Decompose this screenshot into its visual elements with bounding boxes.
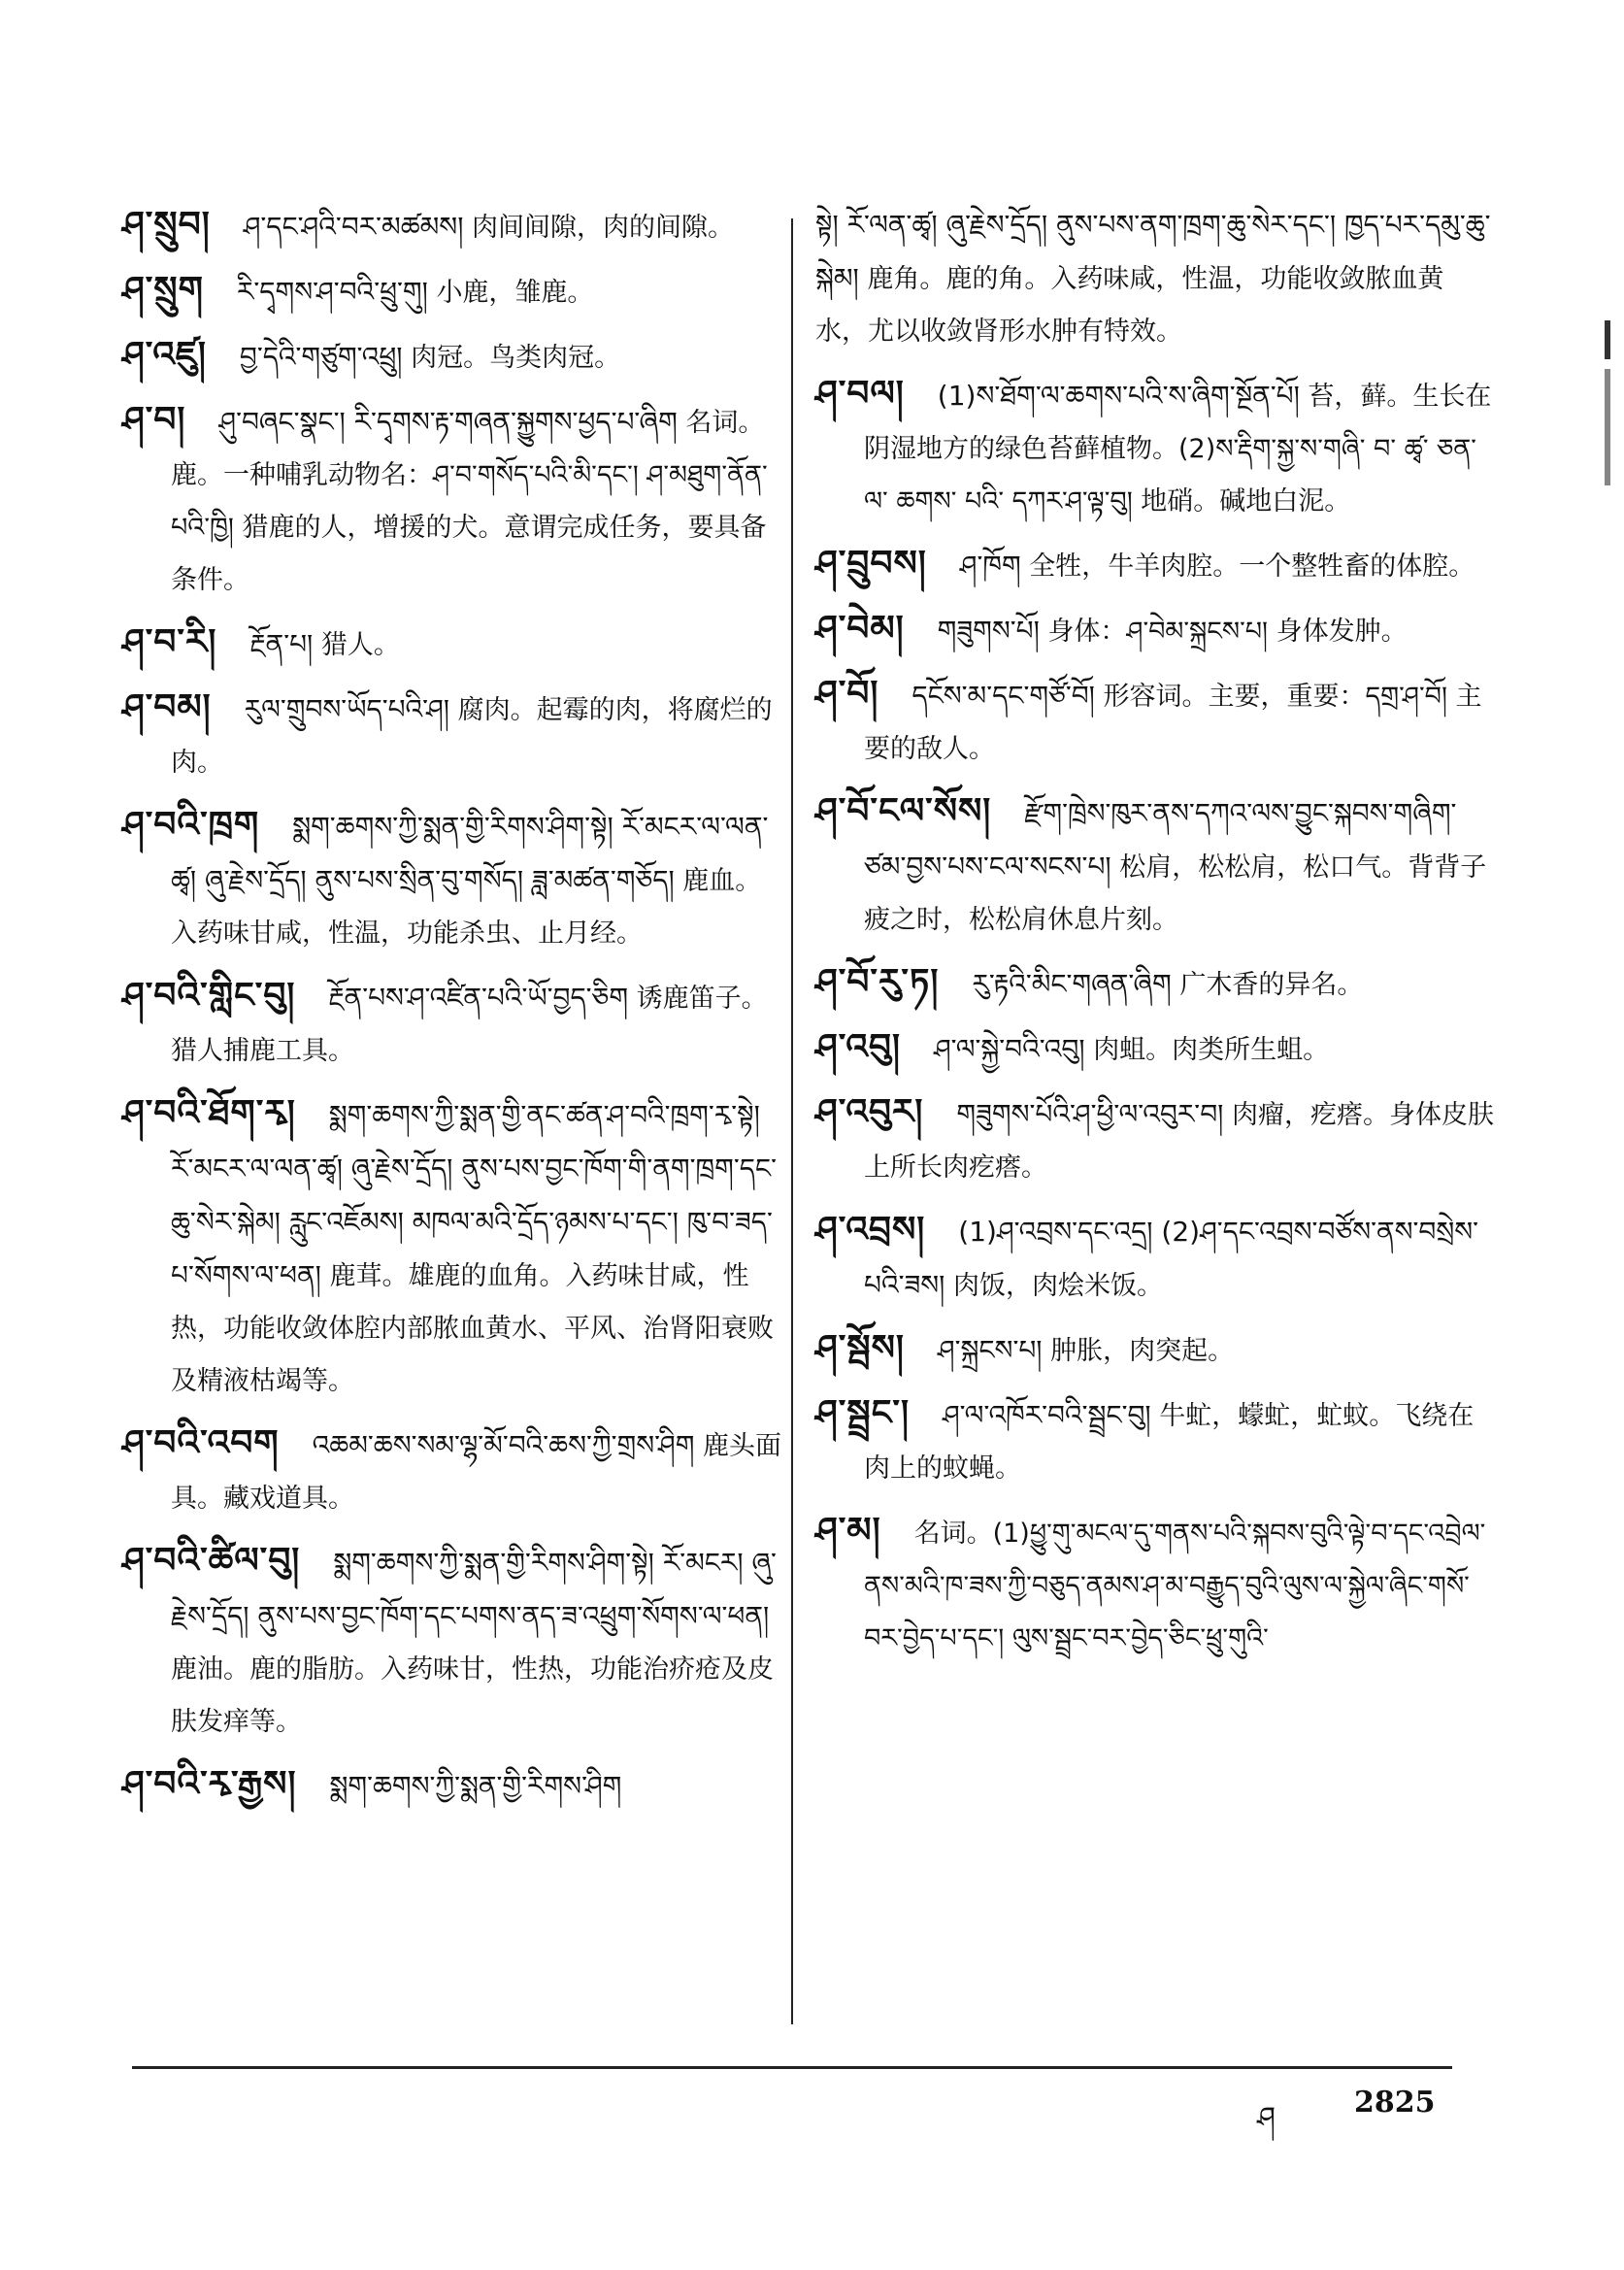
dictionary-entry — [122, 682, 782, 789]
entry-chinese-definition: 广木香的异名。 — [1179, 970, 1364, 1000]
entry-chinese-definition: 诱鹿笛子。猎人捕鹿工具。 — [171, 984, 768, 1066]
entry-chinese-definition: 肉瘤，疙瘩。身体皮肤上所长肉疙瘩。 — [864, 1100, 1494, 1183]
dictionary-entry — [815, 956, 1495, 1012]
dictionary-entry — [122, 1535, 782, 1749]
entry-tibetan-definition: བྱ་དེའི་གཙུག་འཕྲུ། — [239, 341, 403, 373]
entry-chinese-definition: 腐肉。起霉的肉，将腐烂的肉。 — [171, 695, 773, 778]
entry-tibetan-definition: རྔོན་པ། — [249, 628, 314, 660]
entry-tibetan-definition: རྔོན་པས་ཤ་འཛིན་པའི་ཡོ་བྱད་ཅིག — [328, 982, 629, 1014]
entry-tibetan-definition: རུ་རྟའི་མིང་གཞན་ཞིག — [972, 968, 1172, 1000]
dictionary-entry — [122, 970, 782, 1078]
entry-headword: ཤ་བའི་ཁྲག — [122, 805, 260, 845]
entry-chinese-definition: 名词。(1)ཕྱུ་གུ་མངལ་དུ་གནས་པའི་སྐབས་བུའི་ལྟེ་བ་དང་འབྲེལ་ནས་མའི་ཁ་ཟས་ཀྱི་བཅུད་ནམས་ཤ་མ་བརྒྱུད་བུའི་ལུས་ལ་སྐྱེལ་ཞིང་གསོ་བར་བྱེད་པ་དང་། ལུས་སྦྲང་བར་བྱེད་ཅིང་ཕྲུ་གུའི་ — [864, 1519, 1486, 1653]
entry-headword: ཤ་སྦོས། — [815, 1328, 905, 1368]
entry-chinese-definition: 肉冠。鸟类肉冠。 — [411, 343, 621, 373]
entry-chinese-definition: 鹿角。鹿的角。入药味咸，性温，功能收敛脓血黄水，尤以收敛肾形水肿有特效。 — [815, 264, 1444, 347]
edge-mark — [1605, 320, 1610, 359]
entry-tibetan-definition: ཤ་ཁོག — [959, 550, 1021, 582]
entry-tibetan-definition: རྫོག་ཁྲེས་ཁུར་ནས་དཀའ་ལས་བྱུང་སྐབས་གཞིག་ཙམ་བྱས་པས་ངལ་སངས་པ། — [864, 797, 1457, 883]
dictionary-entry — [122, 329, 782, 384]
entry-headword: ཤ་བའི་ཚིལ་བུ། — [122, 1541, 301, 1581]
entry-headword: ཤ་འཛུ། — [122, 335, 207, 375]
entry-chinese-definition: 肿胀，肉突起。 — [1050, 1336, 1235, 1366]
entry-tibetan-definition: སྨག་ཆགས་ཀྱི་སྨན་གྱི་རིགས་ཤིག་སྟེ། རོ་མངར་ལ་ལན་ཚྭ། ཞུ་རྗེས་དྲོད། ནུས་པས་སྲིན་བུ་གསོད། ཟླ་མཚན་གཅོད། — [171, 811, 769, 896]
dictionary-entry — [122, 617, 782, 672]
dictionary-entry — [815, 785, 1495, 947]
dictionary-entry — [815, 668, 1495, 776]
dictionary-entry — [815, 1505, 1495, 1665]
entry-chinese-definition: 松肩，松松肩，松口气。背背子疲之时，松松肩休息片刻。 — [864, 852, 1487, 935]
dictionary-entry — [815, 1086, 1495, 1194]
entry-headword: ཤ་སྲུབ། — [122, 205, 211, 245]
entry-chinese-definition: 鹿茸。雄鹿的血角。入药味甘咸，性热，功能收敛体腔内部脓血黄水、平风、治肾阳衰败及精液枯竭等。 — [171, 1261, 774, 1396]
dictionary-entry — [122, 1087, 782, 1408]
entry-chinese-definition: 苔，藓。生长在阴湿地方的绿色苔藓植物。(2)ས་རྡིག་སྐྱ་ས་གཞི་ བ་ ཚྭ་ ཅན་ ལ་ ཆགས་ པའི་ དཀར་ཤ་ལྟ་བུ། 地硝。碱地白泥。 — [864, 382, 1492, 517]
entry-tibetan-definition: ཤ་དང་ཤའི་བར་མཚམས། — [243, 211, 464, 243]
entry-headword: ཤ་བའི་རྭ་རྒྱས། — [122, 1764, 297, 1804]
entry-chinese-definition: 鹿血。入药味甘咸，性温，功能杀虫、止月经。 — [171, 866, 762, 949]
dictionary-entry — [815, 1387, 1495, 1495]
folio-letter: ཤ — [1257, 2101, 1276, 2135]
dictionary-entry — [815, 1322, 1495, 1378]
left-column — [122, 199, 782, 1823]
entry-chinese-definition: 名词。鹿。一种哺乳动物名：ཤ་བ་གསོད་པའི་མི་དང་། ཤ་མཐུག་ནོན་པའི་ཁྱི། 猎鹿的人，增援的犬。意谓完成任务，要具备条件。 — [171, 408, 768, 595]
dictionary-entry — [815, 1204, 1495, 1313]
dictionary-entry — [122, 394, 782, 607]
entry-headword: ཤ་བའི་གླིང་བུ། — [122, 976, 296, 1016]
entry-tibetan-definition: ཤ་སྐྲངས་པ། — [937, 1334, 1043, 1366]
entry-tibetan-definition: གཟུགས་པོ། — [937, 615, 1040, 647]
dictionary-entry — [815, 368, 1495, 528]
entry-tibetan-definition: གཟུགས་པོའི་ཤ་ཕྱི་ལ་འབུར་བ། — [956, 1098, 1224, 1130]
page-number: 2825 — [1354, 2086, 1436, 2120]
entry-headword: ཤ་འབུ། — [815, 1027, 901, 1067]
entry-chinese-definition: 小鹿，雏鹿。 — [436, 278, 594, 308]
dictionary-entry — [122, 799, 782, 960]
entry-chinese-definition: 肉饭，肉烩米饭。 — [952, 1271, 1163, 1301]
entry-headword: ཤ་བ། — [122, 400, 186, 440]
entry-chinese-definition: 猎人。 — [320, 630, 400, 660]
entry-chinese-definition: 形容词。主要，重要：དགྲ་ཤ་བོ། 主要的敌人。 — [864, 682, 1482, 764]
entry-tibetan-definition: སྨག་ཆགས་ཀྱི་སྨན་གྱི་རིགས་ཤིག་སྟེ། རོ་མངར། ཞུ་རྗེས་དྲོད། ནུས་པས་བྱང་ཁོག་དང་པགས་ནད་ཟ་འཕྲུག་སོགས་ལ་ཕན། — [171, 1547, 777, 1632]
entry-tibetan-definition: (1)ས་ཐོག་ལ་ཆགས་པའི་ས་ཞིག་སྔོན་པོ། — [937, 380, 1300, 412]
entry-tibetan-definition: སྨག་ཆགས་ཀྱི་སྨན་གྱི་ནང་ཚན་ཤ་བའི་ཁྲག་རྭ་སྟེ། རོ་མངར་ལ་ལན་ཚྭ། ཞུ་རྗེས་དྲོད། ནུས་པས་བྱང་ཁོག་གི་ནག་ཁྲག་དང་ཆུ་སེར་སྐེམ། རླུང་འཇོམས། མཁལ་མའི་དྲོད་ཉམས་པ་དང་། ཁུ་བ་ཟད་པ་སོགས་ལ་ཕན། — [171, 1099, 777, 1291]
dictionary-entry — [815, 199, 1495, 358]
entry-tibetan-definition: ཤ་ལ་འཁོར་བའི་སྦྲང་བུ། — [942, 1399, 1151, 1431]
dictionary-entry — [122, 264, 782, 319]
entry-headword: ཤ་འབུར། — [815, 1092, 924, 1132]
edge-mark — [1605, 369, 1610, 485]
entry-chinese-definition: 身体：ཤ་བེམ་སྐྲངས་པ། 身体发肿。 — [1047, 617, 1408, 647]
entry-headword: ཤ་བ་རི། — [122, 622, 217, 662]
dictionary-entry — [815, 1021, 1495, 1077]
entry-headword: ཤ་བྲུབས། — [815, 544, 927, 584]
entry-headword: ཤ་སྦྲང་། — [815, 1393, 910, 1433]
entry-headword: ཤ་བོ། — [815, 674, 879, 714]
entry-tibetan-definition: (1)ཤ་འབྲས་དང་འདྲ། (2)ཤ་དང་འབྲས་བཙོས་ནས་བསྲེས་པའི་ཟས། — [864, 1216, 1479, 1301]
entry-headword: ཤ་བའི་འབག — [122, 1423, 280, 1463]
entry-headword: ཤ་བོ་རུ་ཏ། — [815, 962, 940, 1002]
dictionary-entry — [122, 1418, 782, 1525]
footer-rule — [132, 2066, 1452, 2069]
entry-chinese-definition: 肉蛆。肉类所生蛆。 — [1093, 1035, 1330, 1065]
entry-tibetan-definition: སྨག་ཆགས་ཀྱི་སྨན་གྱི་རིགས་ཤིག — [329, 1770, 622, 1802]
entry-chinese-definition: 鹿油。鹿的脂肪。入药味甘，性热，功能治疥疮及皮肤发痒等。 — [171, 1654, 774, 1737]
entry-headword: ཤ་མ། — [815, 1511, 881, 1551]
entry-tibetan-definition: རུལ་གྲུབས་ཡོད་པའི་ཤ། — [244, 693, 450, 725]
entry-headword: ཤ་བོ་ངལ་སོས། — [815, 791, 992, 831]
entry-headword: ཤ་བེམ། — [815, 609, 905, 649]
entry-chinese-definition: 牛虻，蠓虻，虻蚊。飞绕在肉上的蚊蝇。 — [864, 1401, 1475, 1484]
dictionary-entry — [122, 199, 782, 254]
entry-chinese-definition: 肉间间隙，肉的间隙。 — [472, 213, 734, 243]
entry-tibetan-definition: སྟེ། རོ་ལན་ཚྭ། ཞུ་རྗེས་དྲོད། ནུས་པས་ནག་ཁྲག་ཆུ་སེར་དང་། ཁྱད་པར་དམུ་ཆུ་སྐེམ། — [815, 209, 1491, 294]
column-divider — [791, 218, 793, 2024]
entry-chinese-definition: 全牲，牛羊肉腔。一个整牲畜的体腔。 — [1029, 551, 1475, 582]
entry-headword: ཤ་བམ། — [122, 687, 212, 727]
entry-tibetan-definition: ཤུ་བཞང་སྣང་། རི་དྭགས་རྟ་གཞན་སྐྱུགས་ཕྱད་པ་ཞིག — [218, 406, 678, 438]
entry-headword: ཤ་སྲུག — [122, 270, 204, 310]
entry-tibetan-definition: དངོས་མ་དང་གཙོ་བོ། — [911, 680, 1095, 712]
entry-tibetan-definition: འཆམ་ཆས་སམ་ལྷ་མོ་བའི་ཆས་ཀྱི་གྲས་ཤིག — [312, 1429, 695, 1461]
entry-headword: ཤ་བའི་ཐོག་རྭ། — [122, 1093, 296, 1133]
entry-headword: ཤ་བལ། — [815, 374, 905, 414]
entry-chinese-definition: 鹿头面具。藏戏道具。 — [171, 1431, 782, 1514]
right-column — [815, 199, 1495, 1675]
dictionary-entry — [122, 1758, 782, 1814]
entry-headword: ཤ་འབྲས། — [815, 1210, 926, 1250]
dictionary-entry — [815, 603, 1495, 658]
entry-tibetan-definition: རི་དྭགས་ཤ་བའི་ཕྲུ་གུ། — [236, 276, 428, 308]
dictionary-entry — [815, 538, 1495, 593]
entry-tibetan-definition: ཤ་ལ་སྐྱེ་བའི་འབུ། — [933, 1033, 1085, 1065]
